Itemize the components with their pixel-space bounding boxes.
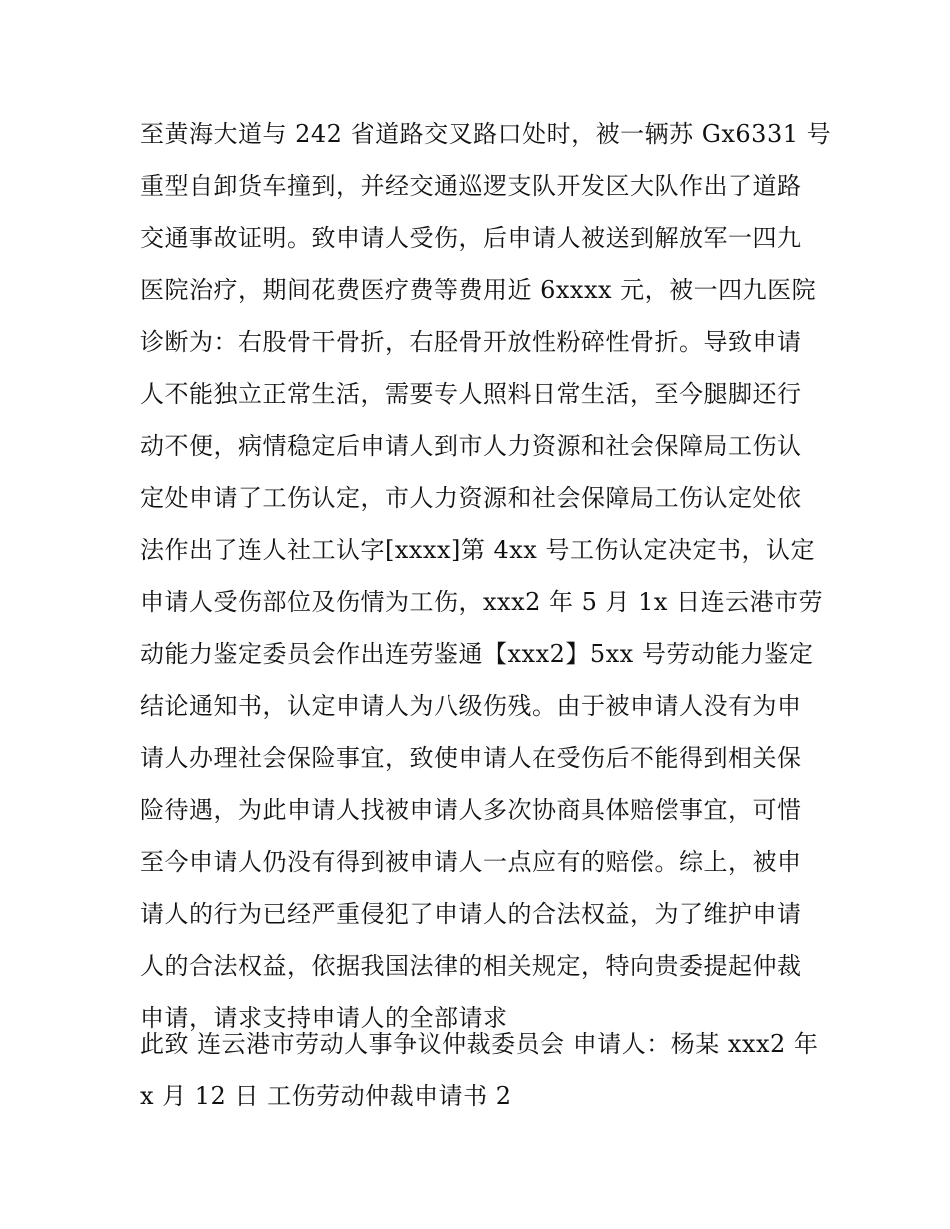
body-line: 至今申请人仍没有得到被申请人一点应有的赔偿。综上，被申: [140, 848, 802, 876]
body-line: 请人办理社会保险事宜，致使申请人在受伤后不能得到相关保: [140, 744, 802, 772]
body-line: 申请人受伤部位及伤情为工伤，xxx2 年 5 月 1x 日连云港市劳: [140, 588, 824, 616]
body-line: 人不能独立正常生活，需要专人照料日常生活，至今腿脚还行: [140, 380, 802, 408]
body-line: 交通事故证明。致申请人受伤，后申请人被送到解放军一四九: [140, 224, 802, 252]
body-line: 结论通知书，认定申请人为八级伤残。由于被申请人没有为申: [140, 692, 802, 720]
body-line: 重型自卸货车撞到，并经交通巡逻支队开发区大队作出了道路: [140, 172, 802, 200]
body-line: 至黄海大道与 242 省道路交叉路口处时，被一辆苏 Gx6331 号: [140, 120, 832, 148]
closing-line: 此致 连云港市劳动人事争议仲裁委员会 申请人：杨某 xxx2 年: [140, 1030, 819, 1058]
body-line: 法作出了连人社工认字[xxxx]第 4xx 号工伤认定决定书，认定: [140, 536, 815, 564]
body-line: 动能力鉴定委员会作出连劳鉴通【xxx2】5xx 号劳动能力鉴定: [140, 640, 814, 668]
closing-text: [140, 1018, 830, 1122]
body-line: 人的合法权益，依据我国法律的相关规定，特向贵委提起仲裁: [140, 952, 802, 980]
body-text: [140, 108, 830, 1044]
body-line: 定处申请了工伤认定，市人力资源和社会保障局工伤认定处依: [140, 484, 802, 512]
body-line: 动不便，病情稳定后申请人到市人力资源和社会保障局工伤认: [140, 432, 802, 460]
body-line: 医院治疗，期间花费医疗费等费用近 6xxxx 元，被一四九医院: [140, 276, 817, 304]
closing-line: x 月 12 日 工伤劳动仲裁申请书 2: [140, 1082, 512, 1110]
body-line: 申请，请求支持申请人的全部请求: [140, 1004, 508, 1032]
body-line: 险待遇，为此申请人找被申请人多次协商具体赔偿事宜，可惜: [140, 796, 802, 824]
body-line: 请人的行为已经严重侵犯了申请人的合法权益，为了维护申请: [140, 900, 802, 928]
body-line: 诊断为：右股骨干骨折，右胫骨开放性粉碎性骨折。导致申请: [140, 328, 802, 356]
